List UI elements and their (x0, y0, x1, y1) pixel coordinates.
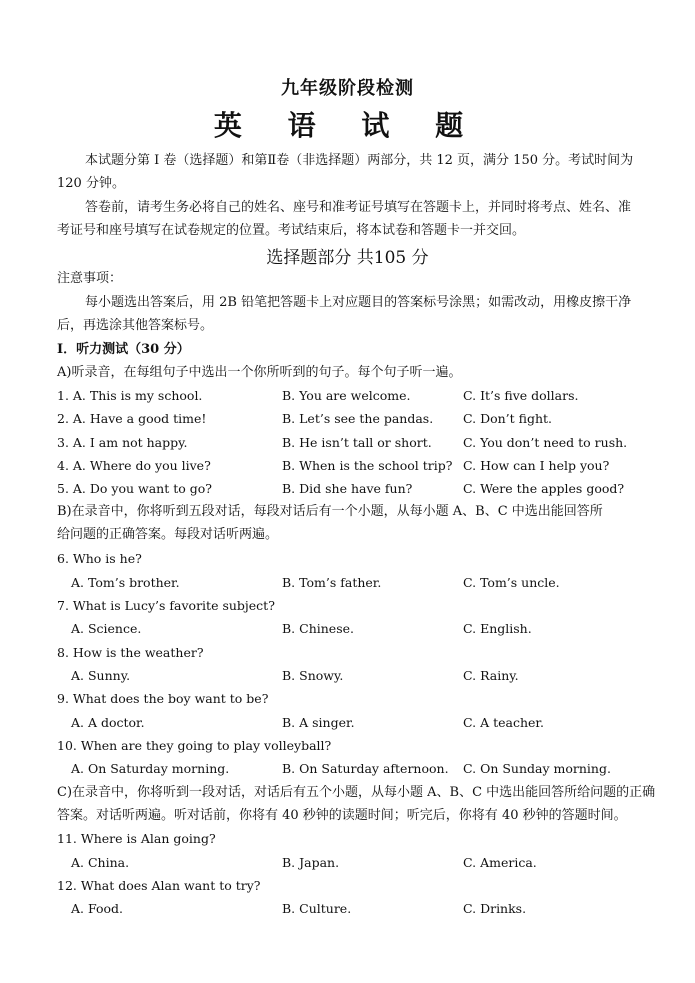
option-c: C. On Sunday morning. (463, 761, 611, 776)
partC-instruction-1: C)在录音中，你将听到一段对话，对话后有五个小题，从每小题 A、B、C 中选出能回答所给问题的正确 (57, 785, 656, 800)
option-b: B. You are welcome. (282, 388, 411, 403)
option-c: C. You don’t need to rush. (463, 435, 628, 450)
exam-pre-title: 九年级阶段检测 (281, 78, 414, 99)
option-a: A. Sunny. (71, 668, 131, 683)
option-a: A. China. (71, 855, 130, 870)
notice-text: 每小题选出答案后，用 2B 铅笔把答题卡上对应题目的答案标号涂黑；如需改动，用橡皮擦干净后，再选涂其他答案标号。 (57, 295, 632, 333)
option-c: C. America. (463, 855, 537, 870)
partB-instruction-2: 给问题的正确答案。每段对话听两遍。 (57, 527, 279, 542)
option-c: C. Tom’s uncle. (463, 575, 560, 590)
exam-title: 英 语 试 题 (213, 109, 482, 142)
option-c: C. English. (463, 621, 532, 636)
option-a: 2. A. Have a good time! (57, 411, 207, 426)
option-c: C. A teacher. (463, 715, 544, 730)
option-a: 4. A. Where do you live? (57, 458, 211, 473)
partA-instruction: A)听录音，在每组句子中选出一个你所听到的句子。每个句子听一遍。 (57, 365, 462, 380)
option-b: B. Japan. (282, 855, 340, 870)
option-b: B. Tom’s father. (282, 575, 382, 590)
option-a: 3. A. I am not happy. (57, 435, 188, 450)
question-text: 9. What does the boy want to be? (57, 691, 269, 706)
option-b: B. When is the school trip? (282, 458, 453, 473)
question-text: 10. When are they going to play volleyball? (57, 738, 332, 753)
option-c: C. It’s five dollars. (463, 388, 579, 403)
option-b: B. Chinese. (282, 621, 354, 636)
option-a: 1. A. This is my school. (57, 388, 203, 403)
option-a: A. On Saturday morning. (71, 761, 230, 776)
partB-instruction-1: B)在录音中，你将听到五段对话，每段对话后有一个小题，从每小题 A、B、C 中选出能回答所 (57, 504, 603, 519)
question-text: 11. Where is Alan going? (57, 831, 216, 846)
intro-paragraph-1: 本试题分第 I 卷（选择题）和第Ⅱ卷（非选择题）两部分，共 12 页，满分 150 分。考试时间为 120 分钟。 (57, 153, 634, 191)
option-b: B. Culture. (282, 901, 352, 916)
option-b: B. A singer. (282, 715, 355, 730)
option-c: C. How can I help you? (463, 458, 610, 473)
option-b: B. Snowy. (282, 668, 344, 683)
option-a: 5. A. Do you want to go? (57, 481, 212, 496)
option-b: B. Let’s see the pandas. (282, 411, 434, 426)
question-text: 12. What does Alan want to try? (57, 878, 261, 893)
option-c: C. Don’t fight. (463, 411, 553, 426)
option-b: B. He isn’t tall or short. (282, 435, 432, 450)
option-c: C. Were the apples good? (463, 481, 625, 496)
option-b: B. Did she have fun? (282, 481, 413, 496)
option-a: A. A doctor. (71, 715, 145, 730)
option-a: A. Science. (71, 621, 142, 636)
option-c: C. Rainy. (463, 668, 519, 683)
question-text: 6. Who is he? (57, 551, 142, 566)
notice-label: 注意事项： (57, 271, 123, 286)
question-text: 7. What is Lucy’s favorite subject? (57, 598, 275, 613)
section-title: 选择题部分 共105 分 (266, 248, 429, 268)
question-text: 8. How is the weather? (57, 645, 204, 660)
intro-paragraph-2: 答卷前，请考生务必将自己的姓名、座号和准考证号填写在答题卡上，并同时将考点、姓名、准考证号和座号填写在试卷规定的位置。考试结束后，将本试卷和答题卡一并交回。 (57, 200, 632, 238)
partC-instruction-2: 答案。对话听两遍。听对话前，你将有 40 秒钟的读题时间；听完后，你将有 40 秒钟的答题时间。 (57, 808, 627, 823)
part1-heading: I．听力测试（30 分） (57, 342, 190, 357)
option-a: A. Food. (71, 901, 123, 916)
option-b: B. On Saturday afternoon. (282, 761, 449, 776)
option-a: A. Tom’s brother. (71, 575, 180, 590)
option-c: C. Drinks. (463, 901, 527, 916)
